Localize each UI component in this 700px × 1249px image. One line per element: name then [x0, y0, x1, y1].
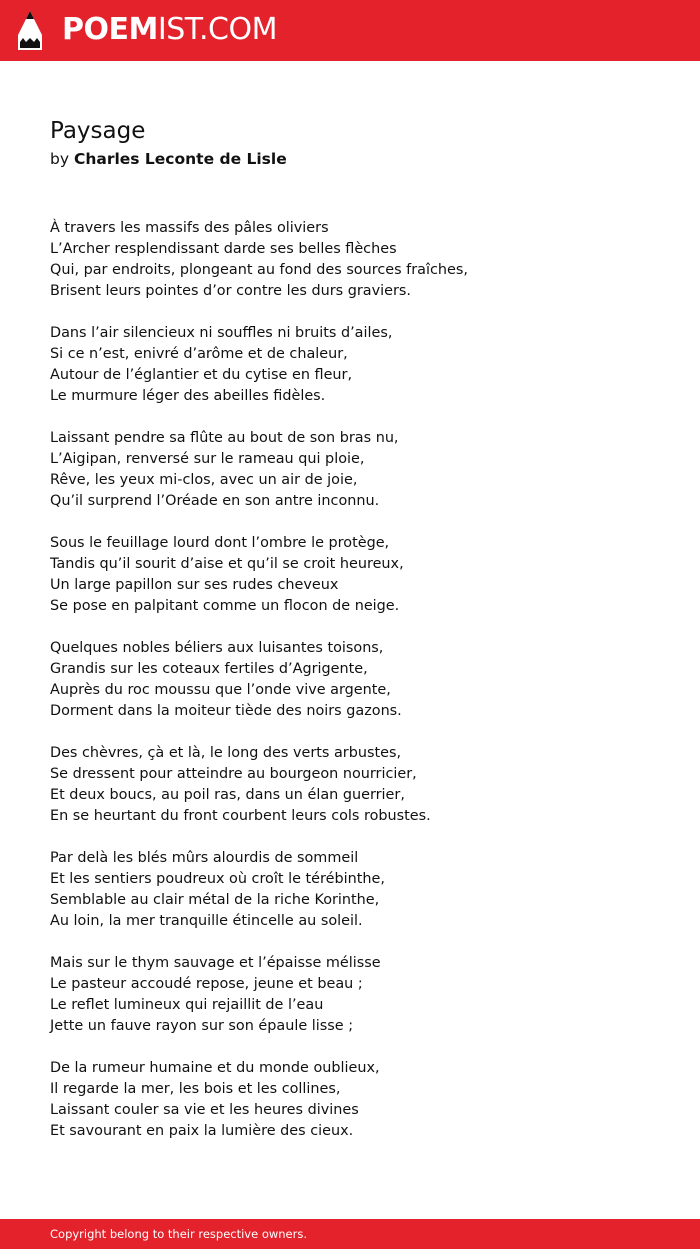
poem-line: Laissant pendre sa flûte au bout de son bras nu,: [50, 430, 399, 446]
poem-line: Et les sentiers poudreux où croît le térébinthe,: [50, 871, 385, 887]
poem-line: Mais sur le thym sauvage et l’épaisse mélisse: [50, 955, 381, 971]
by-label: by: [50, 150, 70, 168]
stanza: [50, 638, 670, 722]
poem-line: Qu’il surprend l’Oréade en son antre inconnu.: [50, 493, 380, 509]
poem-line: Sous le feuillage lourd dont l’ombre le protège,: [50, 535, 390, 551]
poem-line: Dorment dans la moiteur tiède des noirs gazons.: [50, 703, 402, 719]
poem-byline: [50, 148, 287, 170]
poem-line: Et deux boucs, au poil ras, dans un élan guerrier,: [50, 787, 405, 803]
poem-line: Quelques nobles béliers aux luisantes toisons,: [50, 640, 384, 656]
poem-line: Brisent leurs pointes d’or contre les durs graviers.: [50, 283, 411, 299]
poem-line: Le reflet lumineux qui rejaillit de l’eau: [50, 997, 324, 1013]
logo-light-text: IST.COM: [157, 12, 277, 47]
poem-line: Jette un fauve rayon sur son épaule lisse ;: [50, 1018, 354, 1034]
poem-line: Auprès du roc moussu que l’onde vive argente,: [50, 682, 391, 698]
stanza: [50, 218, 670, 302]
site-footer: [0, 1219, 700, 1249]
stanza: [50, 533, 670, 617]
poem-line: Des chèvres, çà et là, le long des verts arbustes,: [50, 745, 402, 761]
stanza: [50, 428, 670, 512]
poem-line: En se heurtant du front courbent leurs cols robustes.: [50, 808, 431, 824]
poem-line: Le murmure léger des abeilles fidèles.: [50, 388, 326, 404]
poem-line: Grandis sur les coteaux fertiles d’Agrigente,: [50, 661, 368, 677]
site-header: [0, 0, 700, 61]
logo-bold-text: POEM: [62, 12, 158, 47]
poem-line: Qui, par endroits, plongeant au fond des sources fraîches,: [50, 262, 468, 278]
stanza: [50, 1058, 670, 1142]
copyright-text: Copyright belong to their respective owners.: [50, 1227, 308, 1241]
stanza: [50, 323, 670, 407]
poem-line: À travers les massifs des pâles oliviers: [50, 220, 329, 236]
poem-line: L’Aigipan, renversé sur le rameau qui ploie,: [50, 451, 365, 467]
poem-line: Il regarde la mer, les bois et les collines,: [50, 1081, 341, 1097]
poem-body: [50, 218, 670, 1163]
poem-line: Tandis qu’il sourit d’aise et qu’il se croit heureux,: [50, 556, 404, 572]
poem-line: Dans l’air silencieux ni souffles ni bruits d’ailes,: [50, 325, 393, 341]
stanza: [50, 848, 670, 932]
poem-line: Laissant couler sa vie et les heures divines: [50, 1102, 359, 1118]
poem-line: Se pose en palpitant comme un flocon de neige.: [50, 598, 400, 614]
pencil-icon[interactable]: [17, 9, 43, 51]
poem-line: De la rumeur humaine et du monde oublieux,: [50, 1060, 380, 1076]
poem-line: Et savourant en paix la lumière des cieux.: [50, 1123, 354, 1139]
poem-line: Par delà les blés mûrs alourdis de sommeil: [50, 850, 359, 866]
poem-title: Paysage: [50, 118, 146, 144]
site-logo[interactable]: [62, 12, 277, 48]
poem-line: Si ce n’est, enivré d’arôme et de chaleur,: [50, 346, 348, 362]
stanza: [50, 743, 670, 827]
poem-line: Semblable au clair métal de la riche Korinthe,: [50, 892, 380, 908]
poem-line: Se dressent pour atteindre au bourgeon nourricier,: [50, 766, 417, 782]
poem-line: Un large papillon sur ses rudes cheveux: [50, 577, 339, 593]
poem-line: L’Archer resplendissant darde ses belles flèches: [50, 241, 397, 257]
poem-line: Au loin, la mer tranquille étincelle au soleil.: [50, 913, 363, 929]
poem-author: Charles Leconte de Lisle: [73, 150, 287, 168]
poem-line: Le pasteur accoudé repose, jeune et beau ;: [50, 976, 363, 992]
stanza: [50, 953, 670, 1037]
poem-line: Rêve, les yeux mi-clos, avec un air de joie,: [50, 472, 358, 488]
poem-line: Autour de l’églantier et du cytise en fleur,: [50, 367, 353, 383]
